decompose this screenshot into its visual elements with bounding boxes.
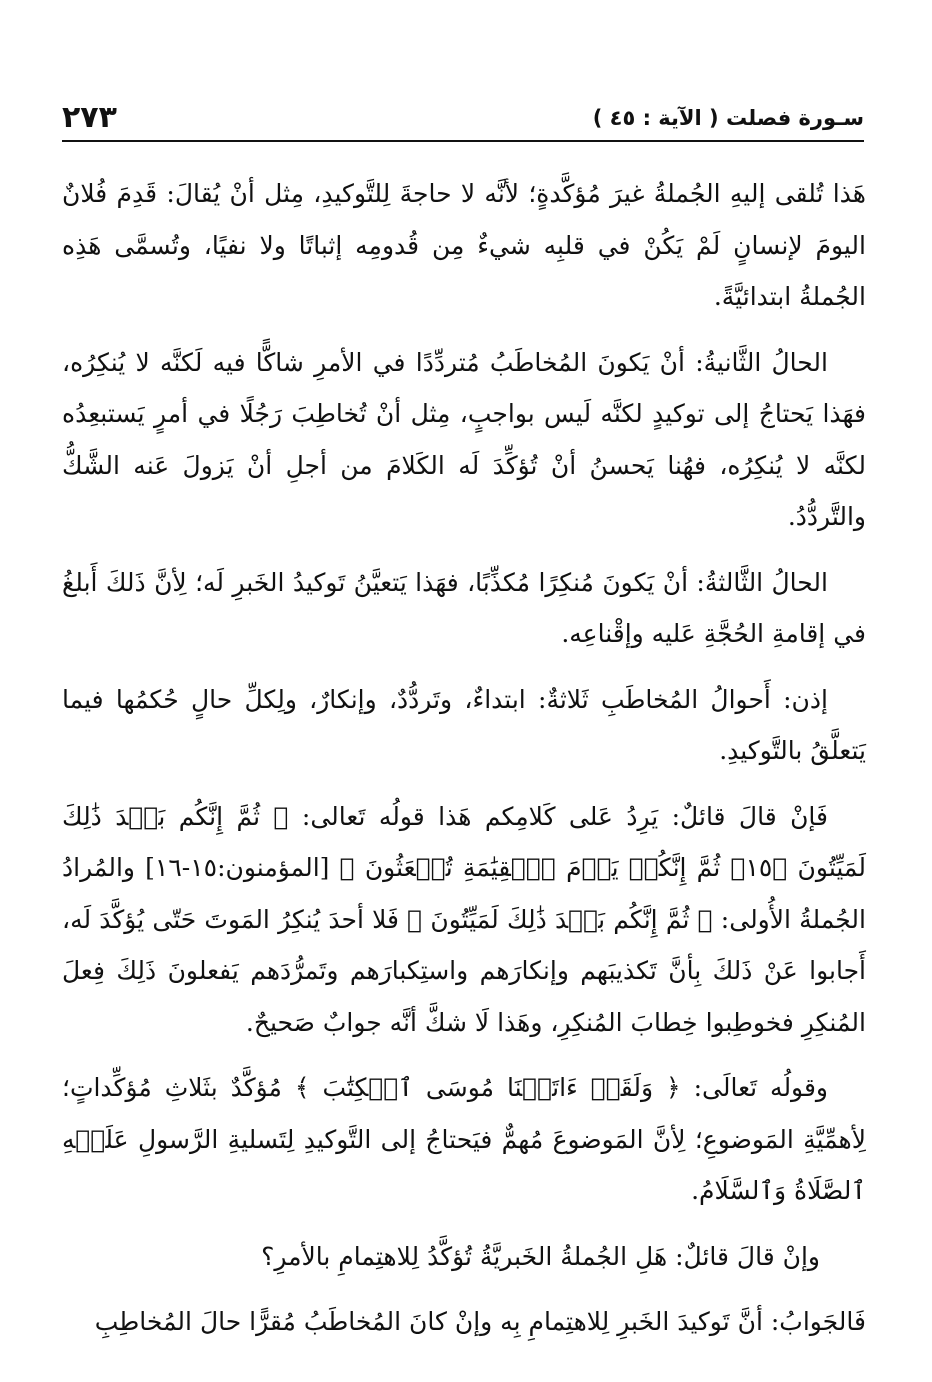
paragraph-verse-emphasis: وقولُه تَعالَى: ﴿ وَلَقَدۡ ءَاتَيۡنَا مُوسَى ٱلۡكِتَٰبَ ﴾ مُؤكَّدٌ بثَلاثِ مُؤكِّداتٍ؛ لِأهمِّيَّةِ المَوضوعِ؛ لِأنَّ المَوضوعَ مُهمٌّ فيَحتاجُ إلى التَّوكيدِ لِتَسليةِ الرَّسولِ عَلَيۡهِ ٱلصَّلَاةُ وَٱلسَّلَامُ. [62,1073,866,1205]
page-number: ٢٧٣ [62,100,117,135]
paragraph-second-state: الحالُ الثَّانيةُ: أنْ يَكونَ المُخاطَبُ مُتردِّدًا في الأمرِ شاكًّا فيه لَكنَّه لا يُنكِرُه، فهَذا يَحتاجُ إلى توكيدٍ لكنَّه لَيس بواجبٍ، مِثل أنْ تُخاطِبَ رَجُلًا في أمرٍ يَستبعِدُه لكنَّه لا يُنكِرُه، فهُنا يَحسنُ أنْ تُؤكِّدَ لَه الكَلامَ من أجلِ أنْ يَزولَ عَنه الشَّكُّ والتَّردُّدُ. [62,347,866,531]
header-rule [62,140,864,142]
paragraph-summary: إذن: أَحوالُ المُخاطَبِ ثَلاثةٌ: ابتداءٌ، وتَردُّدٌ، وإنكارٌ، ولِكلِّ حالٍ حُكمُها فيما يَتعلَّقُ بالتَّوكيدِ. [62,684,866,765]
paragraph-intro-continued: هَذا تُلقى إليهِ الجُملةُ غيرَ مُؤكَّدةٍ؛ لأنَّه لا حاجةَ لِلتَّوكيدِ، مِثل أنْ يُقالَ: قَدِمَ فُلانٌ اليومَ لإنسانٍ لَمْ يَكُنْ في قلبِه شيءٌ مِن قُدومِه إثباتًا ولا نفيًا، وتُسمَّى هَذِه الجُملةُ ابتدائيَّةً. [62,179,866,311]
page-header [62,96,864,136]
paragraph-answer: فَالجَوابُ: أنَّ تَوكيدَ الخَبرِ لِلاهتِمامِ بِه وإنْ كانَ المُخاطَبُ مُقرًّا حالَ المُخاطِبِ [94,1307,866,1336]
running-title: سـورة فصلت ( الآية : ٤٥ ) [592,106,864,130]
paragraph-objection: فَإنْ قالَ قائلٌ: يَرِدُ عَلى كَلامِكم هَذا قولُه تَعالى: ﴿ ثُمَّ إِنَّكُم بَعۡدَ ذَٰلِكَ لَمَيِّتُونَ ﴿١٥﴾ ثُمَّ إِنَّكُمۡ يَوۡمَ ٱلۡقِيَٰمَةِ تُبۡعَثُونَ ﴾ [المؤمنون:١٥-١٦] والمُرادُ الجُملةُ الأُولى: ﴿ ثُمَّ إِنَّكُم بَعۡدَ ذَٰلِكَ لَمَيِّتُونَ ﴾ فَلا أحدَ يُنكِرُ المَوتَ حَتّى يُؤكَّدَ لَه، أَجابوا عَنْ ذَلكَ بِأنَّ تَكذيبَهم وإنكارَهم واستِكبارَهم وتَمرُّدَهم يَفعلونَ ذَلِكَ فِعلَ المُنكِرِ فخوطِبوا خِطابَ المُنكِرِ، وهَذا لَا شكَّ أنَّه جوابٌ صَحيحٌ. [62,801,866,1037]
paragraph-question: وإنْ قالَ قائلٌ: هَلِ الجُملةُ الخَبريَّةُ تُؤكَّدُ لِلاهتِمامِ بالأمرِ؟ [261,1241,820,1271]
page-body [62,168,866,1362]
paragraph-third-state: الحالُ الثَّالثةُ: أنْ يَكونَ مُنكِرًا مُكذِّبًا، فهَذا يَتعيَّنُ تَوكيدُ الخَبرِ لَه؛ لِأنَّ ذَلكَ أَبلغُ في إقامةِ الحُجَّةِ عَليه وإقْناعِه. [62,567,866,648]
